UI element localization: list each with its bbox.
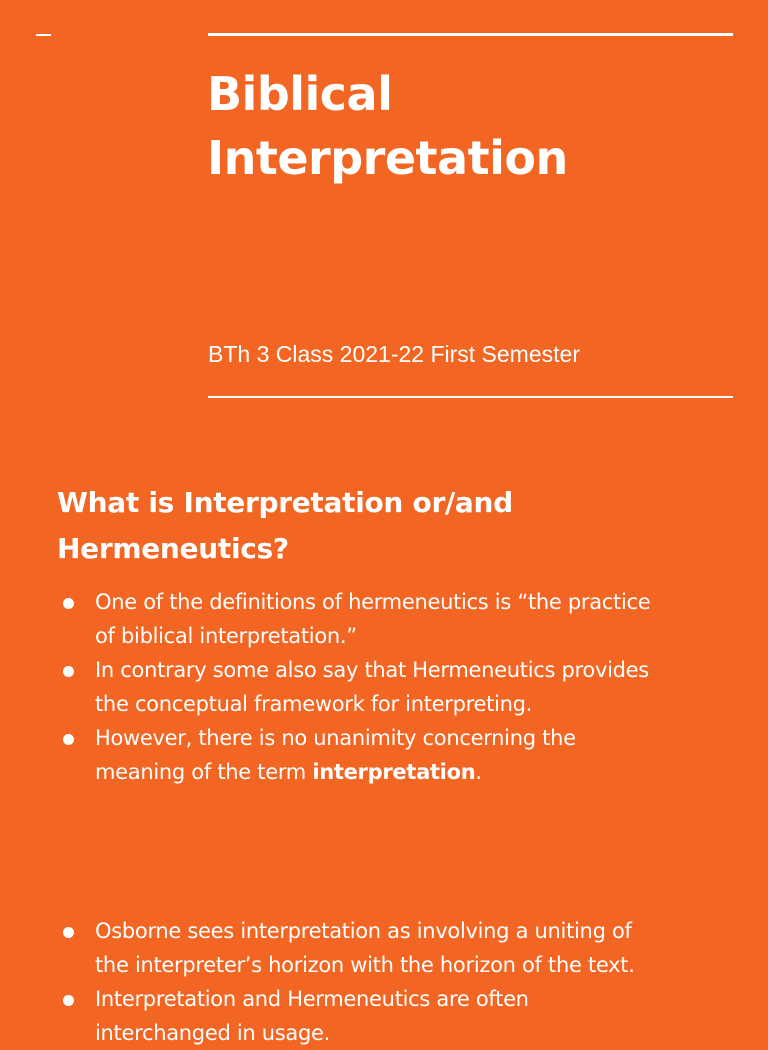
bullet-item: [57, 982, 737, 1050]
section-heading: [57, 480, 737, 572]
bullet-item: [57, 653, 737, 721]
section-heading-line-2: Hermeneutics?: [57, 532, 289, 565]
bullet-dot-icon: [63, 666, 74, 677]
bullet-item: [57, 914, 737, 982]
title-bottom-rule: [208, 396, 733, 398]
osborne-bullet-list: [57, 914, 737, 1050]
bullet-line: Osborne sees interpretation as involving a uniting of: [95, 919, 632, 943]
bullet-line: In contrary some also say that Hermeneutics provides: [95, 658, 649, 682]
bullet-text-suffix: .: [475, 760, 482, 784]
bullet-line: the conceptual framework for interpreting.: [95, 692, 533, 716]
bullet-line: of biblical interpretation.”: [95, 624, 357, 648]
corner-dash: [36, 34, 51, 36]
slide-title-line-2: Interpretation: [207, 131, 568, 185]
slide-title-line-1: Biblical: [207, 67, 393, 121]
bullet-dot-icon: [63, 995, 74, 1006]
slide-subtitle: BTh 3 Class 2021-22 First Semester: [208, 341, 580, 367]
bullet-line: [95, 755, 737, 789]
bullet-item: [57, 585, 737, 653]
slide-title: [207, 62, 568, 190]
bullet-line: interchanged in usage.: [95, 1021, 331, 1045]
bullet-line: One of the definitions of hermeneutics is “the practice: [95, 590, 651, 614]
definition-bullet-list: [57, 585, 737, 789]
bullet-dot-icon: [63, 734, 74, 745]
bullet-dot-icon: [63, 927, 74, 938]
bullet-item: [57, 721, 737, 789]
title-top-rule: [208, 33, 733, 36]
bullet-line: However, there is no unanimity concerning the: [95, 726, 576, 750]
bold-term: interpretation: [312, 760, 476, 784]
bullet-dot-icon: [63, 598, 74, 609]
bullet-line: Interpretation and Hermeneutics are often: [95, 987, 529, 1011]
section-heading-line-1: What is Interpretation or/and: [57, 486, 513, 519]
bullet-text-prefix: meaning of the term: [95, 760, 313, 784]
bullet-line: the interpreter’s horizon with the horizon of the text.: [95, 953, 635, 977]
